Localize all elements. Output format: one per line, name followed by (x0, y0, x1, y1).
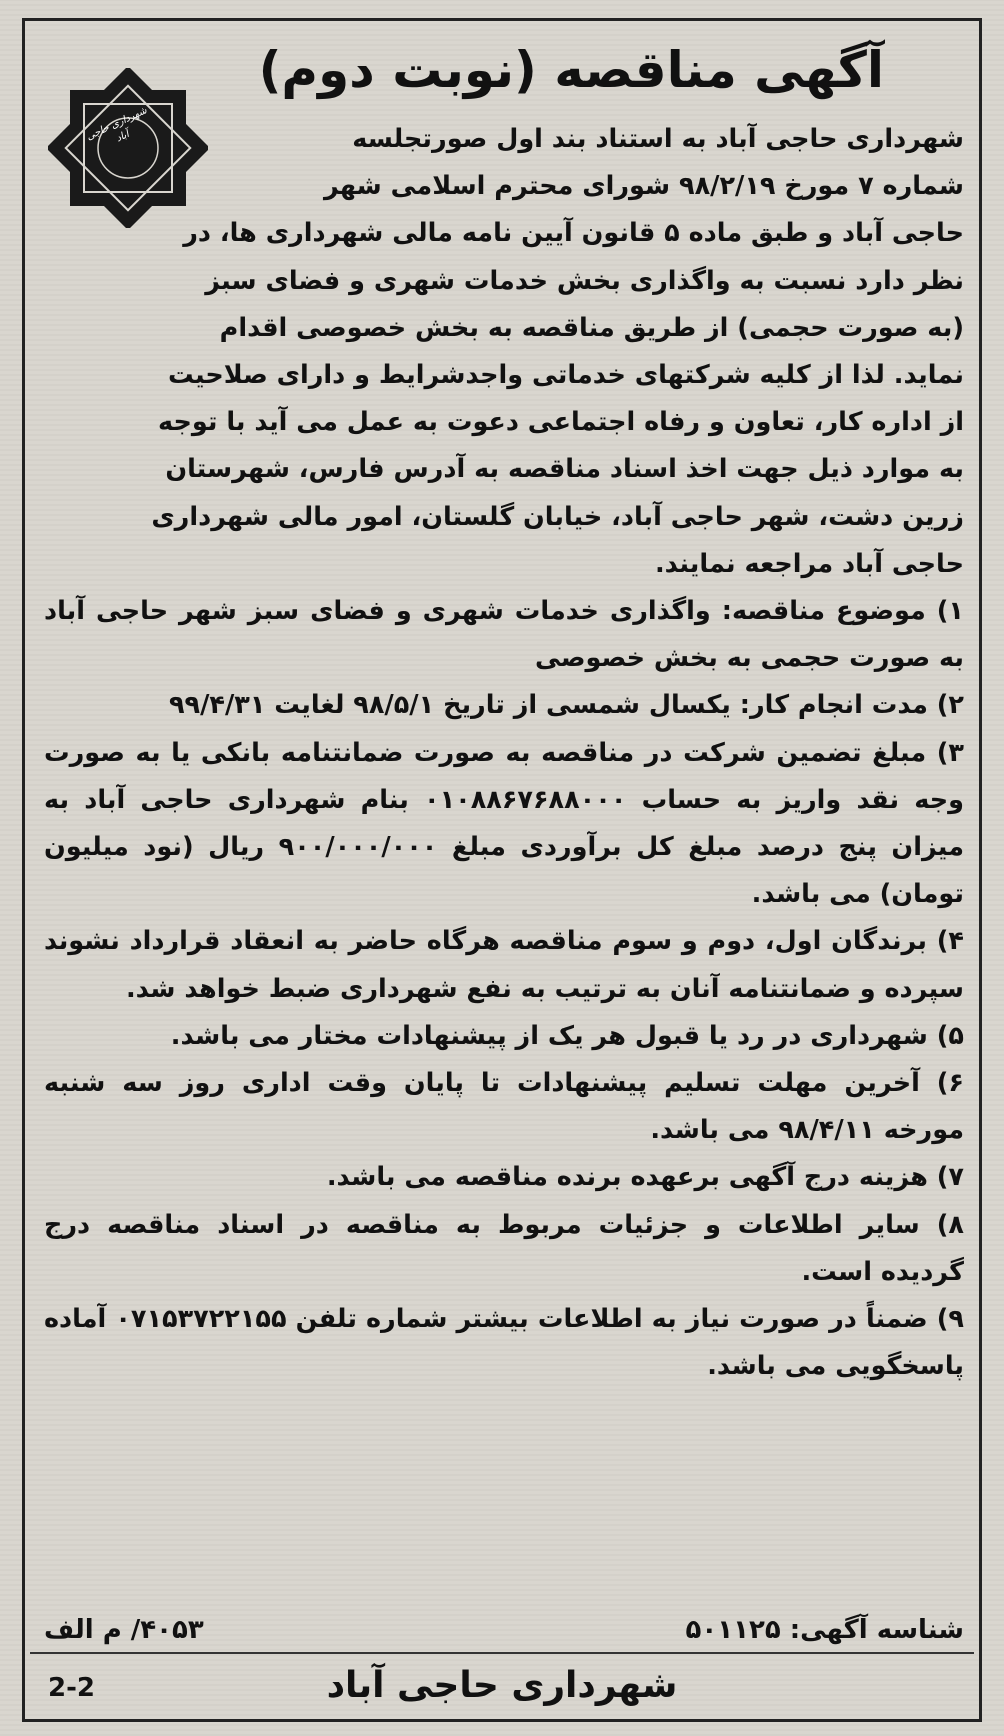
ad-body (44, 116, 964, 1390)
footer-ids (44, 1610, 964, 1650)
item-deadline: ۶) آخرین مهلت تسلیم پیشنهادات تا پایان وقت اداری روز سه شنبه مورخه ۹۸/۴/۱۱ می باشد. (44, 1068, 964, 1146)
ref-code: ۴۰۵۳/ م الف (44, 1615, 204, 1645)
page-indicator: 2-2 (48, 1673, 95, 1703)
intro-line: نماید. لذا از کلیه شرکتهای خدماتی واجدشرایط و دارای صلاحیت (167, 360, 964, 391)
item-guarantee: ۳) مبلغ تضمین شرکت در مناقصه به صورت ضمانتنامه بانکی یا به صورت وجه نقد واریز به حساب ۰۱۰۸۸۶۷۶۸۸۰۰۰ بنام شهرداری حاجی آباد به میزان پنج درصد مبلغ کل برآوردی مبلغ ۹۰۰/۰۰۰/۰۰۰ ریال (نود میلیون تومان) می باشد. (44, 737, 965, 910)
intro-line: شماره ۷ مورخ ۹۸/۲/۱۹ شورای محترم اسلامی شهر (323, 171, 964, 202)
item-duration: ۲) مدت انجام کار: یکسال شمسی از تاریخ ۹۸/۵/۱ لغایت ۹۹/۴/۳۱ (168, 690, 964, 721)
footer-divider (30, 1652, 974, 1654)
intro-line: به موارد ذیل جهت اخذ اسناد مناقصه به آدرس فارس، شهرستان (165, 454, 964, 485)
item-phone: ۹) ضمناً در صورت نیاز به اطلاعات بیشتر شماره تلفن ۰۷۱۵۳۷۲۲۱۵۵ آماده پاسخگویی می باشد. (44, 1304, 964, 1382)
item-winners: ۴) برندگان اول، دوم و سوم مناقصه هرگاه حاضر به انعقاد قرارداد نشوند سپرده و ضمانتنامه آنان به ترتیب به نفع شهرداری ضبط خواهد شد. (44, 926, 964, 1004)
issuer-name: شهرداری حاجی آباد (326, 1665, 678, 1706)
item-cost: ۷) هزینه درج آگهی برعهده برنده مناقصه می باشد. (326, 1162, 964, 1193)
intro-line: (به صورت حجمی) از طریق مناقصه به بخش خصوصی اقدام (219, 312, 964, 343)
emblem-lettering: شهرداری حاجی آباد (84, 105, 149, 145)
ad-id: شناسه آگهی: ۵۰۱۱۲۵ (685, 1615, 964, 1645)
intro-line: نظر دارد نسبت به واگذاری بخش خدمات شهری و فضای سبز (205, 265, 964, 296)
intro-line: از اداره کار، تعاون و رفاه اجتماعی دعوت به عمل می آید با توجه (158, 407, 964, 438)
item-subject: ۱) موضوع مناقصه: واگذاری خدمات شهری و فضای سبز شهر حاجی آباد به صورت حجمی به بخش خصوصی (44, 596, 964, 674)
intro-line: شهرداری حاجی آباد به استناد بند اول صورتجلسه (352, 124, 964, 154)
item-documents: ۸) سایر اطلاعات و جزئیات مربوط به مناقصه در اسناد مناقصه درج گردیده است. (44, 1209, 964, 1287)
ad-title: آگهی مناقصه (نوبت دوم) (258, 41, 884, 99)
intro-line: حاجی آباد مراجعه نمایند. (654, 548, 964, 579)
intro-line: حاجی آباد و طبق ماده ۵ قانون آیین نامه مالی شهرداری ها، در (183, 218, 964, 249)
intro-line: زرین دشت، شهر حاجی آباد، خیابان گلستان، امور مالی شهرداری (151, 501, 964, 532)
item-rejection: ۵) شهرداری در رد یا قبول هر یک از پیشنهادات مختار می باشد. (170, 1020, 964, 1051)
